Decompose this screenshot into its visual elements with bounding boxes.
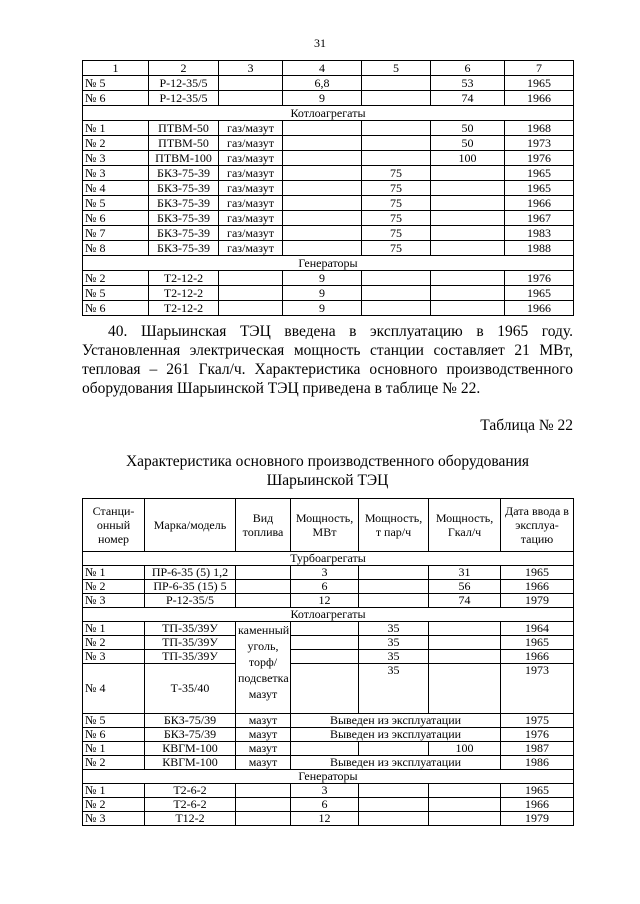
table-row [83, 664, 574, 714]
table-cell [359, 580, 429, 594]
table-cell [362, 301, 431, 316]
table-cell [359, 798, 429, 812]
table-cell: БКЗ-75-39 [149, 196, 219, 211]
column-header: Станци-онный номер [83, 499, 145, 552]
table-cell: БКЗ-75/39 [145, 728, 236, 742]
table-cell: № 2 [83, 271, 149, 286]
table-cell [236, 798, 291, 812]
table-cell: 50 [431, 136, 505, 151]
equipment-table-continued [82, 60, 574, 316]
table-cell: Р-12-35/5 [149, 91, 219, 106]
table-row [83, 181, 574, 196]
table-cell [236, 580, 291, 594]
table-cell [362, 76, 431, 91]
column-number: 7 [505, 61, 574, 76]
table-cell: ПР-6-35 (15) 5 [145, 580, 236, 594]
table-cell: № 2 [83, 798, 145, 812]
table-cell: 1965 [505, 181, 574, 196]
table-cell: 1976 [501, 728, 574, 742]
column-header: Дата ввода в эксплуа-тацию [501, 499, 574, 552]
table-cell: 35 [359, 636, 429, 650]
table-cell [431, 301, 505, 316]
table-cell [359, 742, 429, 756]
table-cell [431, 196, 505, 211]
table-cell [283, 151, 362, 166]
table-cell [219, 271, 283, 286]
table-cell: Т2-6-2 [145, 784, 236, 798]
table-cell: ПТВМ-100 [149, 151, 219, 166]
table-cell [359, 566, 429, 580]
table-cell: № 2 [83, 136, 149, 151]
table-row [83, 742, 574, 756]
section-header: Турбоагрегаты [83, 552, 574, 566]
table-cell: 1973 [501, 664, 574, 714]
table-cell [429, 664, 501, 714]
sharyinskaya-tec-equipment-table [82, 498, 574, 826]
header-row [83, 61, 574, 76]
table-row [83, 594, 574, 608]
table-cell [362, 286, 431, 301]
table-cell: ПТВМ-50 [149, 121, 219, 136]
table-cell [429, 622, 501, 636]
table-cell: газ/мазут [219, 181, 283, 196]
table-cell: газ/мазут [219, 211, 283, 226]
column-header: Вид топлива [236, 499, 291, 552]
table-row [83, 76, 574, 91]
table-cell: № 1 [83, 566, 145, 580]
table-cell: БКЗ-75-39 [149, 166, 219, 181]
table-cell: 75 [362, 181, 431, 196]
table-cell: № 5 [83, 714, 145, 728]
column-number: 4 [283, 61, 362, 76]
table-cell: мазут [236, 756, 291, 770]
table-caption [82, 452, 573, 490]
table-cell: 1988 [505, 241, 574, 256]
table-cell: 1966 [505, 196, 574, 211]
table-cell: Т12-2 [145, 812, 236, 826]
table-cell: 31 [429, 566, 501, 580]
table-row [83, 241, 574, 256]
table-cell [291, 650, 359, 664]
table-cell: 53 [431, 76, 505, 91]
table-cell: № 1 [83, 784, 145, 798]
table-row [83, 271, 574, 286]
section-header: Котлоагрегаты [83, 106, 574, 121]
table-cell: 1964 [501, 622, 574, 636]
table-row [83, 566, 574, 580]
table-cell: 74 [431, 91, 505, 106]
table-cell: 1965 [501, 566, 574, 580]
table-row [83, 784, 574, 798]
table-cell: газ/мазут [219, 136, 283, 151]
table-row [83, 756, 574, 770]
table-cell [283, 241, 362, 256]
table-cell: 9 [283, 301, 362, 316]
table-row [83, 286, 574, 301]
table-cell: № 6 [83, 728, 145, 742]
table-cell: № 1 [83, 742, 145, 756]
table-cell: 1966 [501, 580, 574, 594]
table-cell: 1979 [501, 812, 574, 826]
table-cell: № 5 [83, 196, 149, 211]
table-cell [431, 271, 505, 286]
table-cell: мазут [236, 742, 291, 756]
page-number: 31 [314, 36, 326, 50]
table-cell: 50 [431, 121, 505, 136]
table-cell: 1965 [505, 166, 574, 181]
table-cell: 3 [291, 566, 359, 580]
table-cell: 35 [359, 622, 429, 636]
table-cell: № 5 [83, 286, 149, 301]
table-row [83, 812, 574, 826]
table-cell [236, 812, 291, 826]
table-cell: 1983 [505, 226, 574, 241]
table-cell: 3 [291, 784, 359, 798]
table-cell [283, 121, 362, 136]
table-cell: 1966 [505, 301, 574, 316]
table-cell [429, 650, 501, 664]
table-cell [359, 784, 429, 798]
table-cell [362, 151, 431, 166]
table-cell: БКЗ-75-39 [149, 241, 219, 256]
column-number: 2 [149, 61, 219, 76]
paragraph-40: 40. Шарыинская ТЭЦ введена в эксплуатацию в 1965 году. Установленная электрическая мощность станции составляет 21 МВт, тепловая – 261 Гкал/ч. Характеристика основного производственного оборудования Шарыинской ТЭЦ приведена в таблице № 22. [82, 323, 573, 397]
section-generators [83, 770, 574, 784]
table-cell [283, 211, 362, 226]
table-cell [362, 91, 431, 106]
table-cell [359, 594, 429, 608]
table-cell: 6 [291, 580, 359, 594]
table-cell: 6,8 [283, 76, 362, 91]
table-label: Таблица № 22 [480, 417, 573, 434]
table-cell [291, 742, 359, 756]
table-cell: 35 [359, 664, 429, 714]
table-cell: газ/мазут [219, 196, 283, 211]
table-cell: № 6 [83, 91, 149, 106]
table-cell: 1976 [505, 271, 574, 286]
table-cell: 56 [429, 580, 501, 594]
table-cell: Т-35/40 [145, 664, 236, 714]
table-cell: 12 [291, 594, 359, 608]
table-cell: № 2 [83, 756, 145, 770]
table-cell: 1966 [501, 798, 574, 812]
table-row [83, 166, 574, 181]
table-cell [431, 286, 505, 301]
table-cell: № 4 [83, 664, 145, 714]
table-row [83, 91, 574, 106]
table-cell: 1979 [501, 594, 574, 608]
table-cell: № 5 [83, 76, 149, 91]
table-cell: № 6 [83, 301, 149, 316]
table-row [83, 196, 574, 211]
table-row [83, 301, 574, 316]
table-row [83, 728, 574, 742]
table-cell: Р-12-35/5 [145, 594, 236, 608]
table-cell [283, 136, 362, 151]
table-cell: 75 [362, 196, 431, 211]
table-row [83, 151, 574, 166]
table-cell: 9 [283, 91, 362, 106]
table-cell: 75 [362, 226, 431, 241]
table-cell: 1965 [505, 286, 574, 301]
table-cell: газ/мазут [219, 166, 283, 181]
table-cell: 1966 [505, 91, 574, 106]
column-number: 5 [362, 61, 431, 76]
table-cell: 1966 [501, 650, 574, 664]
table-cell: 100 [431, 151, 505, 166]
column-header: Мощность, Гкал/ч [429, 499, 501, 552]
table-cell: № 3 [83, 812, 145, 826]
table-cell: газ/мазут [219, 121, 283, 136]
table-cell: № 7 [83, 226, 149, 241]
table-cell [219, 286, 283, 301]
table-cell [362, 136, 431, 151]
table-cell [362, 271, 431, 286]
table-cell: № 2 [83, 580, 145, 594]
table-cell: ПТВМ-50 [149, 136, 219, 151]
table-cell [219, 91, 283, 106]
column-number: 3 [219, 61, 283, 76]
table-cell: 74 [429, 594, 501, 608]
table-cell [431, 181, 505, 196]
section-header: Генераторы [83, 256, 574, 271]
column-header: Мощность, т пар/ч [359, 499, 429, 552]
table-cell: № 3 [83, 594, 145, 608]
table-cell: 75 [362, 211, 431, 226]
table-row [83, 622, 574, 636]
table-cell [283, 226, 362, 241]
column-header: Марка/модель [145, 499, 236, 552]
table-cell: 1967 [505, 211, 574, 226]
table-row [83, 650, 574, 664]
table-row [83, 226, 574, 241]
status-cell: Выведен из эксплуатации [291, 756, 501, 770]
column-header: Мощность, МВт [291, 499, 359, 552]
table-cell: № 3 [83, 151, 149, 166]
table-cell: ТП-35/39У [145, 622, 236, 636]
table-cell: Т2-12-2 [149, 286, 219, 301]
table-cell: 100 [429, 742, 501, 756]
table-cell: № 8 [83, 241, 149, 256]
table-cell [431, 226, 505, 241]
table-cell [291, 664, 359, 714]
table-cell [283, 196, 362, 211]
table-cell: 35 [359, 650, 429, 664]
table-cell: 1968 [505, 121, 574, 136]
table-cell [429, 784, 501, 798]
table-cell: ТП-35/39У [145, 636, 236, 650]
table-cell: № 4 [83, 181, 149, 196]
header-row [83, 499, 574, 552]
table-cell [236, 594, 291, 608]
table-cell: ТП-35/39У [145, 650, 236, 664]
table-cell: 75 [362, 166, 431, 181]
table-cell [431, 211, 505, 226]
table-cell: БКЗ-75/39 [145, 714, 236, 728]
table-cell: КВГМ-100 [145, 742, 236, 756]
table-cell [219, 76, 283, 91]
table-cell: 1965 [501, 784, 574, 798]
table-cell [219, 301, 283, 316]
table-cell: 6 [291, 798, 359, 812]
table-cell: газ/мазут [219, 151, 283, 166]
table-cell: Т2-6-2 [145, 798, 236, 812]
table-cell: ПР-6-35 (5) 1,2 [145, 566, 236, 580]
table-cell [236, 566, 291, 580]
section-boilers [83, 106, 574, 121]
table-cell: КВГМ-100 [145, 756, 236, 770]
table-row [83, 580, 574, 594]
column-number: 1 [83, 61, 149, 76]
table-cell: № 3 [83, 650, 145, 664]
table-cell [429, 798, 501, 812]
table-cell: мазут [236, 728, 291, 742]
section-header: Котлоагрегаты [83, 608, 574, 622]
table-cell [291, 636, 359, 650]
table-cell: газ/мазут [219, 226, 283, 241]
table-cell: 75 [362, 241, 431, 256]
table-cell: Р-12-35/5 [149, 76, 219, 91]
table-row [83, 136, 574, 151]
table-cell [431, 241, 505, 256]
table-cell: Т2-12-2 [149, 271, 219, 286]
table-cell [429, 812, 501, 826]
table-cell [362, 121, 431, 136]
table-row [83, 636, 574, 650]
table-cell: № 6 [83, 211, 149, 226]
table-row [83, 714, 574, 728]
table-cell: 9 [283, 271, 362, 286]
table-cell: 12 [291, 812, 359, 826]
caption-line-2: Шарыинской ТЭЦ [266, 472, 389, 489]
table-cell: № 3 [83, 166, 149, 181]
caption-line-1: Характеристика основного производственного оборудования [125, 453, 530, 470]
table-cell: 1976 [505, 151, 574, 166]
table-cell: № 2 [83, 636, 145, 650]
table-cell [283, 181, 362, 196]
table-cell: газ/мазут [219, 241, 283, 256]
table-cell: БКЗ-75-39 [149, 226, 219, 241]
status-cell: Выведен из эксплуатации [291, 728, 501, 742]
table-cell: № 1 [83, 622, 145, 636]
table-row [83, 211, 574, 226]
table-cell: 1965 [501, 636, 574, 650]
table-cell [236, 784, 291, 798]
table-cell [359, 812, 429, 826]
section-header: Генераторы [83, 770, 574, 784]
table-cell: 1987 [501, 742, 574, 756]
table-cell: № 1 [83, 121, 149, 136]
table-cell: Т2-12-2 [149, 301, 219, 316]
table-cell: БКЗ-75-39 [149, 211, 219, 226]
table-cell [429, 636, 501, 650]
table-cell: 1975 [501, 714, 574, 728]
column-number: 6 [431, 61, 505, 76]
section-turbines [83, 552, 574, 566]
table-row [83, 121, 574, 136]
table-cell: 1965 [505, 76, 574, 91]
table-row [83, 798, 574, 812]
table-cell: БКЗ-75-39 [149, 181, 219, 196]
fuel-cell: каменный уголь, торф/подсветка мазут [236, 622, 291, 714]
table-cell: мазут [236, 714, 291, 728]
section-generators [83, 256, 574, 271]
status-cell: Выведен из эксплуатации [291, 714, 501, 728]
table-cell [431, 166, 505, 181]
table-cell [291, 622, 359, 636]
table-cell: 1986 [501, 756, 574, 770]
section-boilers [83, 608, 574, 622]
table-cell: 1973 [505, 136, 574, 151]
table-cell [283, 166, 362, 181]
table-cell: 9 [283, 286, 362, 301]
